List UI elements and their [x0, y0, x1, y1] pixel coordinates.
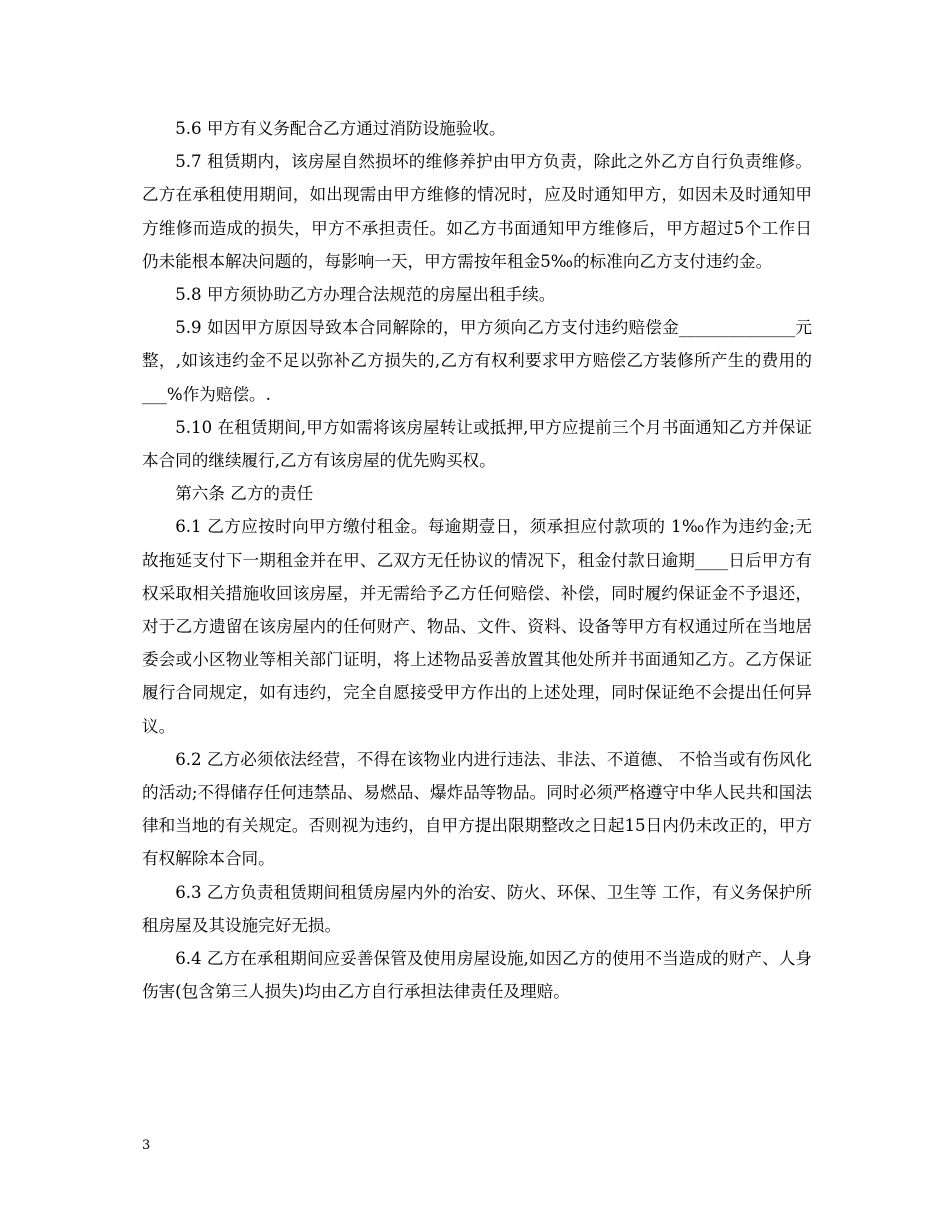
clause-6-1: 6.1 乙方应按时向甲方缴付租金。每逾期壹日，须承担应付款项的 1‰作为违约金;无故拖延支付下一期租金并在甲、乙双方无任协议的情况下，租金付款日逾期____日后甲方有权采取相关措施收回该房屋，并无需给予乙方任何赔偿、补偿，同时履约保证金不予退还，对于乙方遗留在该房屋内的任何财产、物品、文件、资料、设备等甲方有权通过所在当地居委会或小区物业等相关部门证明，将上述物品妥善放置其他处所并书面通知乙方。乙方保证履行合同规定，如有违约，完全自愿接受甲方作出的上述处理，同时保证绝不会提出任何异议。 — [142, 517, 812, 736]
clause-6-3: 6.3 乙方负责租赁期间租赁房屋内外的治安、防火、环保、卫生等 工作，有义务保护所租房屋及其设施完好无损。 — [142, 882, 812, 935]
clause-6-2: 6.2 乙方必须依法经营，不得在该物业内进行违法、非法、不道德、 不恰当或有伤风化的活动;不得储存任何违禁品、易燃品、爆炸品等物品。同时必须严格遵守中华人民共和国法律和当地的有关规定。否则视为违约，自甲方提出限期整改之日起15日内仍未改正的，甲方有权解除本合同。 — [142, 749, 812, 869]
page-number: 3 — [142, 1138, 151, 1153]
article-6-heading: 第六条 乙方的责任 — [175, 484, 314, 504]
clause-5-9: 5.9 如因甲方原因导致本合同解除的，甲方须向乙方支付违约赔偿金______________元整，,如该违约金不足以弥补乙方损失的,乙方有权利要求甲方赔偿乙方装修所产生的费用的___%作为赔偿。. — [142, 318, 812, 404]
clause-5-7: 5.7 租赁期内，该房屋自然损坏的维修养护由甲方负责，除此之外乙方自行负责维修。乙方在承租使用期间，如出现需由甲方维修的情况时，应及时通知甲方，如因未及时通知甲方维修而造成的损失，甲方不承担责任。如乙方书面通知甲方维修后，甲方超过5个工作日仍未能根本解决问题的，每影响一天，甲方需按年租金5‰的标准向乙方支付违约金。 — [142, 152, 812, 271]
document-body — [142, 112, 812, 1008]
clause-6-4: 6.4 乙方在承租期间应妥善保管及使用房屋设施,如因乙方的使用不当造成的财产、人身伤害(包含第三人损失)均由乙方自行承担法律责任及理赔。 — [142, 949, 812, 1002]
clause-5-8: 5.8 甲方须协助乙方办理合法规范的房屋出租手续。 — [175, 285, 556, 305]
clause-5-10: 5.10 在租赁期间,甲方如需将该房屋转让或抵押,甲方应提前三个月书面通知乙方并保证本合同的继续履行,乙方有该房屋的优先购买权。 — [142, 417, 812, 471]
clause-5-6: 5.6 甲方有义务配合乙方通过消防设施验收。 — [175, 119, 506, 138]
